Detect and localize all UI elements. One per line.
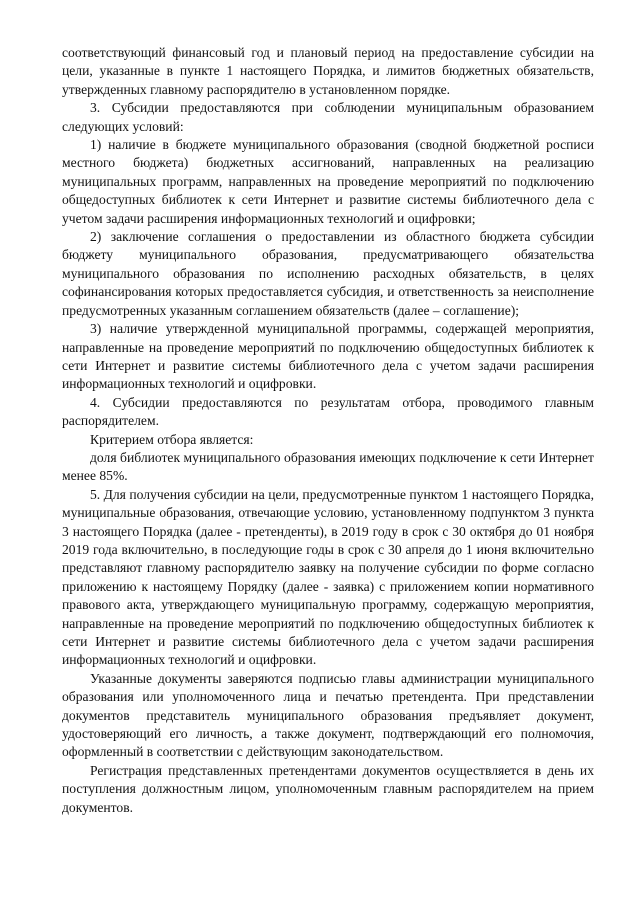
paragraph-item-4: 4. Субсидии предоставляются по результатам отбора, проводимого главным распорядителем. [62, 394, 594, 429]
paragraph-continuation: соответствующий финансовый год и плановый период на предоставление субсидии на цели, указанные в пункте 1 настоящего Порядка, и лимитов бюджетных обязательств, утвержденных главному распорядителю в установленном порядке. [62, 45, 594, 97]
document-page [62, 44, 594, 817]
paragraph-item-5: 5. Для получения субсидии на цели, предусмотренные пунктом 1 настоящего Порядка, муниципальные образования, отвечающие условию, установленному подпунктом 3 пункта 3 настоящего Порядка (далее - претенденты), в 2019 году в срок с 30 октября до 01 ноября 2019 года включительно, в последующие годы в срок с 30 апреля до 1 июня включительно представляют главному распорядителю заявку на получение субсидии по форме согласно приложению к настоящему Порядку (далее - заявка) с приложением копии нормативного правового акта, утверждающего муниципальную программу, содержащую мероприятия, направленные на проведение мероприятий по подключению общедоступных библиотек к сети Интернет и развитие системы библиотечного дела с учетом задачи расширения информационных технологий и оцифровки. [62, 486, 594, 668]
paragraph-registration: Регистрация представленных претендентами документов осуществляется в день их поступления должностным лицом, уполномоченным главным распорядителем на прием документов. [62, 762, 594, 815]
paragraph-condition-2: 2) заключение соглашения о предоставлении из областного бюджета субсидии бюджету муниципального образования, предусматривающего обязательства муниципального образования по исполнению расходных обязательств, в целях софинансирования которых предоставляется субсидия, и ответственность за неисполнение предусмотренных указанным соглашением обязательств (далее – соглашение); [62, 229, 594, 318]
paragraph-condition-3: 3) наличие утвержденной муниципальной программы, содержащей мероприятия, направленные на проведение мероприятий по подключению общедоступных библиотек к сети Интернет и развитие системы библиотечного дела с учетом задачи расширения информационных технологий и оцифровки. [62, 321, 594, 392]
paragraph-condition-1: 1) наличие в бюджете муниципального образования (сводной бюджетной росписи местного бюджета) бюджетных ассигнований, направленных на реализацию муниципальных программ, направленных на проведение мероприятий по подключению общедоступных библиотек к сети Интернет и развитие системы библиотечного дела с учетом задачи расширения информационных технологий и оцифровки; [62, 137, 594, 226]
paragraph-criterion-heading: Критерием отбора является: [90, 431, 254, 447]
paragraph-documents-certification: Указанные документы заверяются подписью главы администрации муниципального образования или уполномоченного лица и печатью претендента. При представлении документов представитель муниципального образования предъявляет документ, удостоверяющий его личность, а также документ, подтверждающий его полномочия, оформленный в соответствии с действующим законодательством. [62, 670, 594, 760]
paragraph-item-3: 3. Субсидии предоставляются при соблюдении муниципальным образованием следующих условий: [62, 100, 594, 134]
paragraph-criterion: доля библиотек муниципального образования имеющих подключение к сети Интернет менее 85%. [62, 449, 594, 484]
